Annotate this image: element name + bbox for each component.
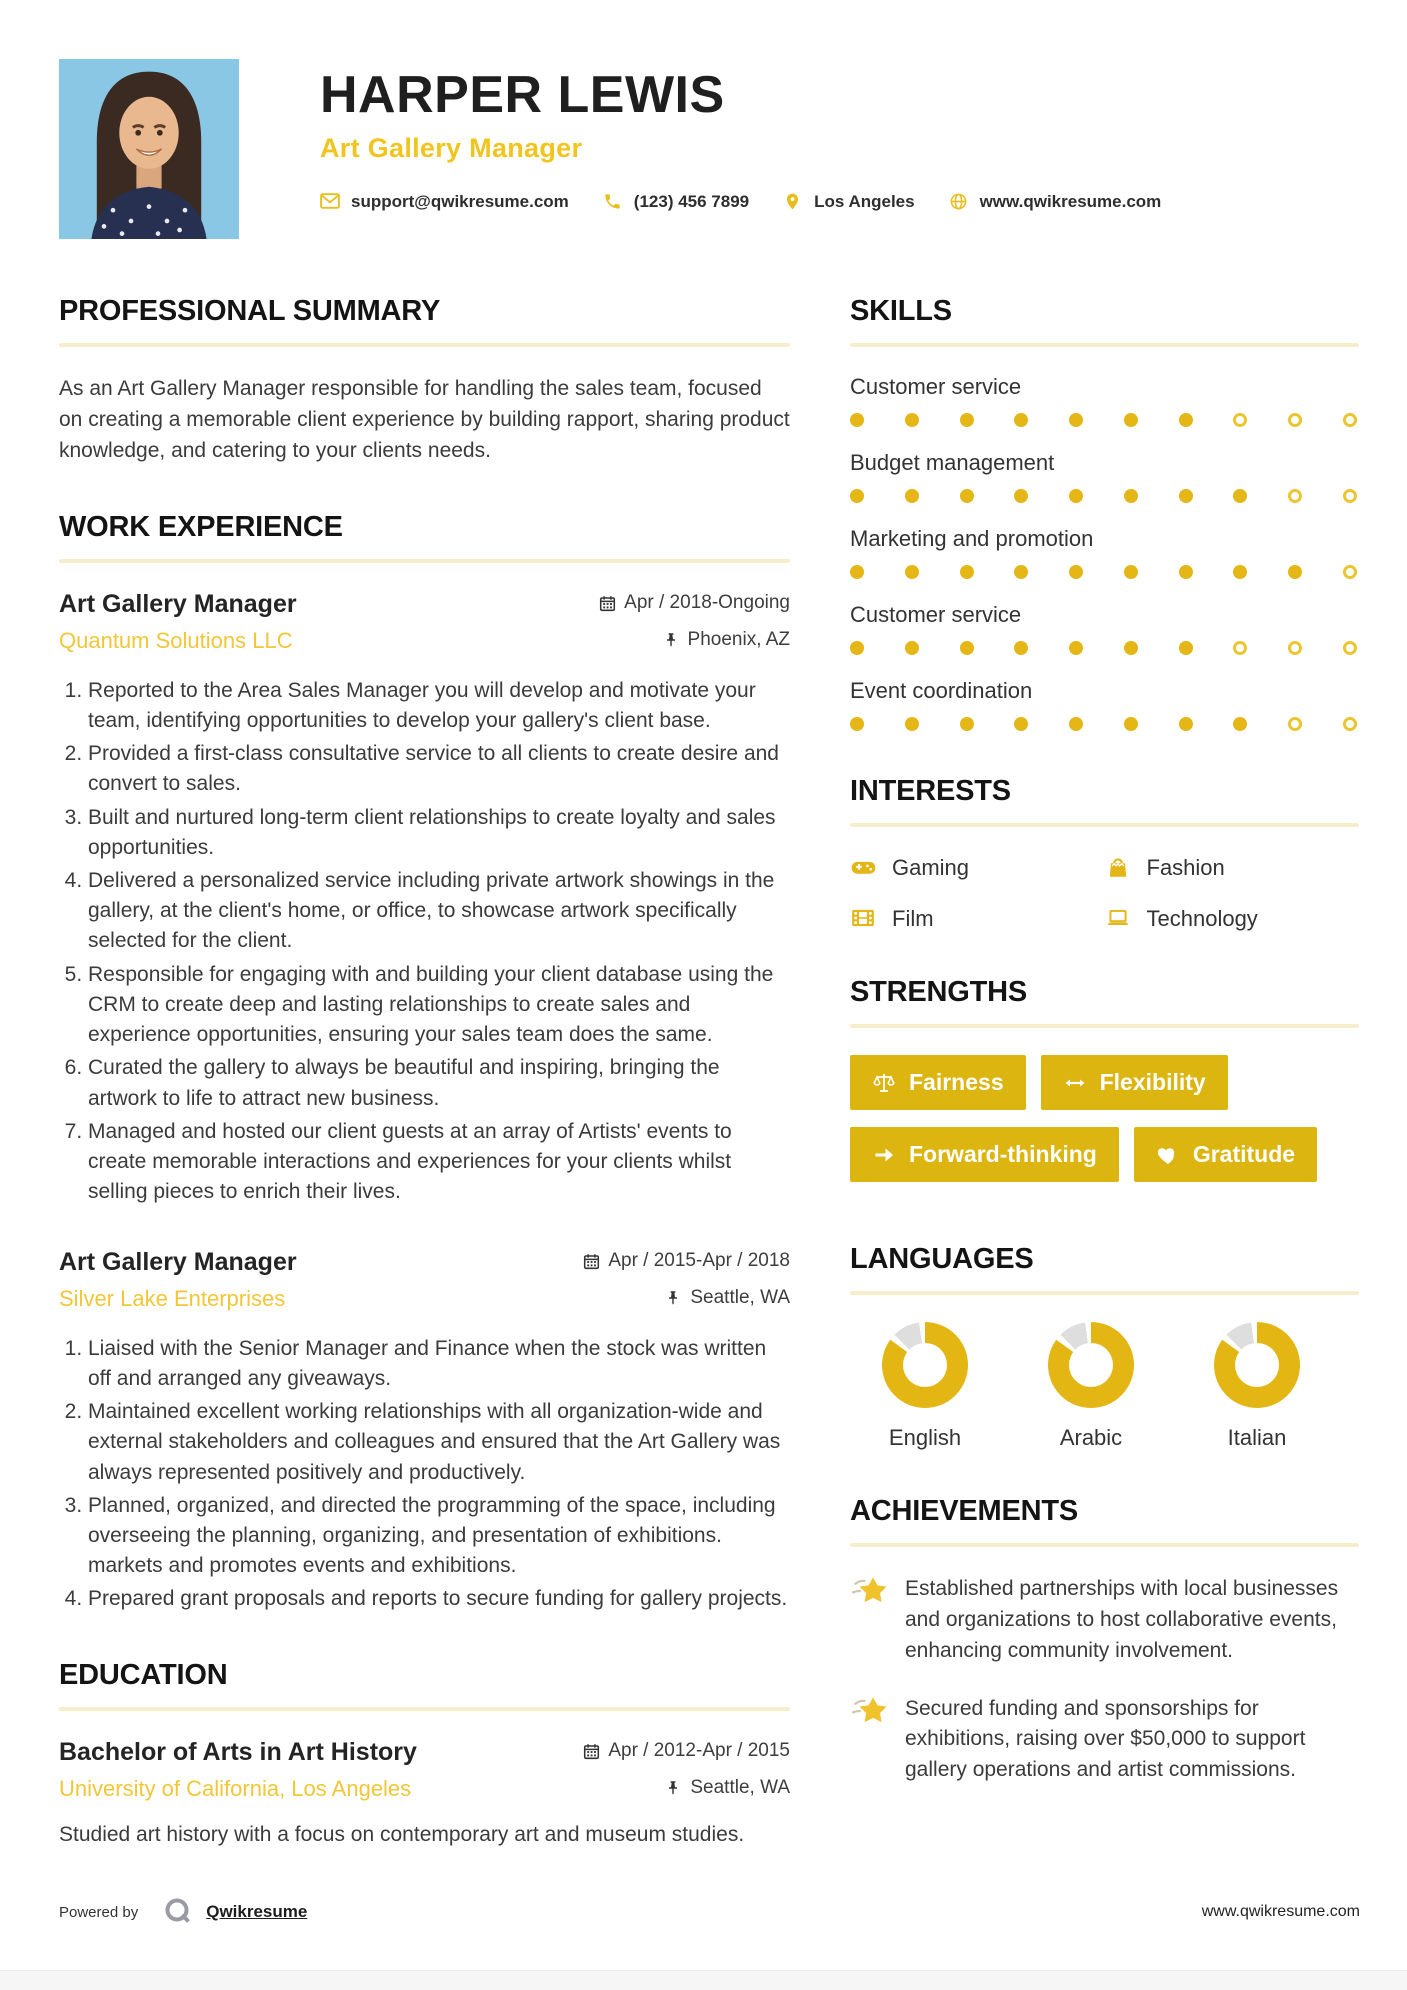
skill-dots (850, 717, 1359, 731)
star-icon (850, 1572, 890, 1612)
skill-label: Marketing and promotion (850, 526, 1094, 551)
interest-item (850, 905, 1105, 932)
job-bullet: 5. Responsible for engaging with and building your client database using the CRM to create deep and lasting relationships to create sales and experience opportunities, ensuring your sales team does the same. (88, 960, 790, 1051)
strength-badges (850, 1055, 1359, 1199)
work-heading: WORK EXPERIENCE (59, 510, 343, 543)
job-location (665, 1287, 790, 1309)
skill-dots (850, 489, 1359, 503)
gamepad-icon (850, 854, 877, 881)
skill-label: Event coordination (850, 678, 1033, 703)
job-bullets (59, 1334, 790, 1615)
degree-title: Bachelor of Arts in Art History (59, 1737, 417, 1766)
candidate-name: HARPER LEWIS (320, 66, 725, 124)
job-company: Silver Lake Enterprises (59, 1285, 286, 1311)
education-entry (59, 1738, 790, 1851)
contact-phone-label: (123) 456 7899 (633, 192, 750, 211)
job-bullet: 3. Built and nurtured long-term client relationships to create loyalty and sales opportunities. (88, 803, 790, 863)
job-date (599, 592, 790, 614)
skill-item (850, 374, 1359, 427)
achievements-heading: ACHIEVEMENTS (850, 1495, 1079, 1527)
interest-label: Film (892, 905, 934, 931)
skill-dot (905, 565, 919, 579)
footer (59, 1896, 1360, 1928)
skill-dot (1069, 641, 1083, 655)
page-bottom-strip (0, 1970, 1407, 1990)
education-description: Studied art history with a focus on contemporary art and museum studies. (59, 1822, 745, 1846)
skill-dot (1124, 565, 1138, 579)
interest-item (850, 854, 1105, 881)
language-donut-chart (1048, 1322, 1134, 1408)
arrow-right-icon (872, 1143, 896, 1167)
pushpin-icon (665, 1780, 682, 1797)
skill-dot (905, 413, 919, 427)
calendar-icon (599, 595, 616, 612)
header-text (320, 59, 1195, 239)
contact-website-label: www.qwikresume.com (979, 192, 1162, 211)
email-icon (320, 192, 340, 212)
section-underline (850, 823, 1359, 827)
section-work-experience (59, 511, 790, 1615)
strength-label: Forward-thinking (909, 1141, 1097, 1167)
skill-dot (1233, 641, 1247, 655)
section-underline (59, 343, 790, 347)
interests-heading: INTERESTS (850, 775, 1011, 807)
education-location (665, 1777, 790, 1799)
skill-dot (1069, 489, 1083, 503)
skill-dot (1124, 413, 1138, 427)
globe-icon (949, 192, 969, 212)
job-location (663, 629, 790, 651)
powered-by-label: Powered by (59, 1903, 139, 1921)
languages-row (850, 1322, 1359, 1451)
school-name: University of California, Los Angeles (59, 1775, 412, 1801)
skill-dot (1124, 717, 1138, 731)
skill-dot (1124, 641, 1138, 655)
contact-phone[interactable] (603, 192, 749, 212)
skill-dot (1014, 489, 1028, 503)
interest-label: Fashion (1146, 854, 1225, 880)
section-underline (850, 343, 1359, 347)
star-icon (850, 1692, 890, 1732)
skill-dot (850, 641, 864, 655)
language-item (1016, 1322, 1166, 1451)
language-item (850, 1322, 1000, 1451)
skill-dot (1014, 641, 1028, 655)
language-label: Italian (1227, 1425, 1287, 1450)
skill-dot (1233, 565, 1247, 579)
section-languages (850, 1243, 1359, 1451)
skill-dot (1233, 489, 1247, 503)
job-company: Quantum Solutions LLC (59, 627, 293, 653)
section-professional-summary (59, 295, 790, 467)
summary-heading: PROFESSIONAL SUMMARY (59, 295, 441, 327)
skills-heading: SKILLS (850, 295, 952, 327)
section-underline (850, 1291, 1359, 1295)
calendar-icon (583, 1253, 600, 1270)
interest-label: Gaming (892, 854, 970, 880)
skill-dot (1069, 413, 1083, 427)
languages-heading: LANGUAGES (850, 1243, 1034, 1275)
language-label: Arabic (1059, 1425, 1123, 1450)
skill-dot (1124, 489, 1138, 503)
skill-item (850, 678, 1359, 731)
job-bullet: 3. Planned, organized, and directed the programming of the space, including overseeing the planning, organizing, and presentation of exhibitions. markets and promotes events and exhibitions. (88, 1491, 790, 1582)
contact-location-label: Los Angeles (814, 192, 915, 211)
achievement-text: Established partnerships with local businesses and organizations to host collaborative events, enhancing community involvement. (905, 1577, 1339, 1662)
contact-row (320, 192, 1195, 212)
skill-dot (1343, 489, 1357, 503)
skill-dot (850, 413, 864, 427)
job-location-label: Phoenix, AZ (687, 629, 790, 651)
strength-label: Fairness (909, 1069, 1004, 1095)
contact-email[interactable] (320, 192, 569, 212)
location-icon (783, 192, 803, 212)
skill-dot (1069, 565, 1083, 579)
left-column (59, 295, 790, 1895)
section-achievements (850, 1495, 1359, 1786)
skill-dot (1233, 413, 1247, 427)
job-entry (59, 1248, 790, 1615)
section-underline (850, 1543, 1359, 1547)
skill-dot (850, 565, 864, 579)
shopping-bag-icon (1105, 854, 1132, 881)
profile-photo (59, 59, 239, 239)
job-date-label: Apr / 2015-Apr / 2018 (608, 1250, 790, 1272)
skill-dot (1343, 641, 1357, 655)
skill-dot (960, 413, 974, 427)
skill-dots (850, 565, 1359, 579)
contact-email-label: support@qwikresume.com (351, 192, 569, 211)
interest-item (1105, 854, 1360, 881)
language-label: English (888, 1425, 962, 1450)
job-bullet: 4. Prepared grant proposals and reports to secure funding for gallery projects. (88, 1584, 790, 1614)
skill-dot (1288, 413, 1302, 427)
skill-label: Customer service (850, 602, 1022, 627)
job-title: Art Gallery Manager (59, 1247, 297, 1276)
skill-dot (1288, 565, 1302, 579)
skill-dots (850, 641, 1359, 655)
skill-dot (960, 717, 974, 731)
strength-badge (1134, 1127, 1317, 1182)
job-bullet: 4. Delivered a personalized service including private artwork showings in the gallery, at the client's home, or office, to showcase artwork specifically selected for the client. (88, 866, 790, 957)
skill-dot (1014, 565, 1028, 579)
skill-dots (850, 413, 1359, 427)
contact-location[interactable] (783, 192, 914, 212)
skill-dot (1179, 641, 1193, 655)
section-underline (850, 1024, 1359, 1028)
skill-dot (1288, 717, 1302, 731)
header (0, 0, 1407, 239)
calendar-icon (583, 1743, 600, 1760)
job-bullet: 2. Maintained excellent working relationships with all organization-wide and external stakeholders and colleagues and ensured that the Art Gallery was always represented positively and productively. (88, 1397, 790, 1488)
skill-dot (1288, 641, 1302, 655)
language-donut-chart (1214, 1322, 1300, 1408)
job-bullet: 1. Reported to the Area Sales Manager you will develop and motivate your team, identifying opportunities to develop your gallery's client base. (88, 676, 790, 736)
job-bullet: 7. Managed and hosted our client guests at an array of Artists' events to create memorable interactions and experiences for your clients whilst selling pieces to enrich their lives. (88, 1117, 790, 1208)
section-interests (850, 775, 1359, 932)
skill-dot (1233, 717, 1247, 731)
section-education (59, 1659, 790, 1851)
skill-dot (905, 641, 919, 655)
skill-dot (850, 717, 864, 731)
main-columns (0, 295, 1407, 1895)
arrows-left-right-icon (1063, 1071, 1087, 1095)
interest-label: Technology (1146, 905, 1258, 931)
candidate-title: Art Gallery Manager (320, 133, 583, 163)
job-bullet: 6. Curated the gallery to always be beautiful and inspiring, bringing the artwork to life to attract new business. (88, 1053, 790, 1113)
right-column (850, 295, 1359, 1895)
skill-dot (850, 489, 864, 503)
skill-label: Customer service (850, 374, 1022, 399)
language-donut-chart (882, 1322, 968, 1408)
education-date (583, 1740, 790, 1762)
section-underline (59, 1707, 790, 1711)
education-location-label: Seattle, WA (690, 1777, 790, 1799)
skill-item (850, 450, 1359, 503)
phone-icon (603, 192, 623, 212)
film-icon (850, 905, 877, 932)
interest-item (1105, 905, 1360, 932)
job-bullet: 2. Provided a first-class consultative service to all clients to create desire and convert to sales. (88, 739, 790, 799)
laptop-icon (1105, 905, 1132, 932)
skill-dot (905, 717, 919, 731)
job-date (583, 1250, 790, 1272)
skill-dot (1343, 717, 1357, 731)
skill-dot (1179, 489, 1193, 503)
strength-label: Flexibility (1099, 1069, 1206, 1095)
skill-label: Budget management (850, 450, 1055, 475)
skill-dot (905, 489, 919, 503)
job-bullet: 1. Liaised with the Senior Manager and Finance when the stock was written off and arranged any giveaways. (88, 1334, 790, 1394)
section-underline (59, 559, 790, 563)
education-date-label: Apr / 2012-Apr / 2015 (608, 1740, 790, 1762)
skill-dot (1179, 565, 1193, 579)
skill-dot (1014, 413, 1028, 427)
strength-badge (1041, 1055, 1228, 1110)
skill-dot (1343, 565, 1357, 579)
portrait-illustration (59, 59, 239, 239)
section-skills (850, 295, 1359, 731)
job-entry (59, 590, 790, 1208)
skill-dot (1014, 717, 1028, 731)
skill-dot (1179, 413, 1193, 427)
skill-dot (960, 641, 974, 655)
qwikresume-brand-link[interactable]: Qwikresume (206, 1902, 308, 1921)
achievement-text: Secured funding and sponsorships for exhibitions, raising over $50,000 to support gallery operations and artist commissions. (905, 1696, 1306, 1782)
summary-text: As an Art Gallery Manager responsible for handling the sales team, focused on creating a memorable client experience by building rapport, sharing product knowledge, and catering to your clients needs. (59, 377, 790, 462)
qwikresume-logo-icon (162, 1896, 194, 1928)
skill-dot (1288, 489, 1302, 503)
job-bullets (59, 676, 790, 1208)
skill-dot (960, 489, 974, 503)
footer-url[interactable]: www.qwikresume.com (1201, 1903, 1360, 1920)
balance-scale-icon (872, 1071, 896, 1095)
strength-badge (850, 1055, 1026, 1110)
skill-dot (1343, 413, 1357, 427)
skill-item (850, 602, 1359, 655)
education-heading: EDUCATION (59, 1658, 228, 1691)
pushpin-icon (665, 1290, 682, 1307)
pushpin-icon (663, 632, 680, 649)
job-location-label: Seattle, WA (690, 1287, 790, 1309)
language-item (1182, 1322, 1332, 1451)
skill-dot (1069, 717, 1083, 731)
achievement-item (850, 1574, 1359, 1667)
skill-dot (960, 565, 974, 579)
skill-item (850, 526, 1359, 579)
contact-website[interactable] (949, 192, 1162, 212)
interests-grid (850, 854, 1359, 932)
strengths-heading: STRENGTHS (850, 976, 1028, 1008)
skill-dot (1179, 717, 1193, 731)
section-strengths (850, 976, 1359, 1199)
heart-icon (1156, 1143, 1180, 1167)
strength-label: Gratitude (1192, 1141, 1296, 1167)
strength-badge (850, 1127, 1119, 1182)
job-date-label: Apr / 2018-Ongoing (624, 592, 790, 614)
achievement-item (850, 1694, 1359, 1787)
job-title: Art Gallery Manager (59, 589, 297, 618)
